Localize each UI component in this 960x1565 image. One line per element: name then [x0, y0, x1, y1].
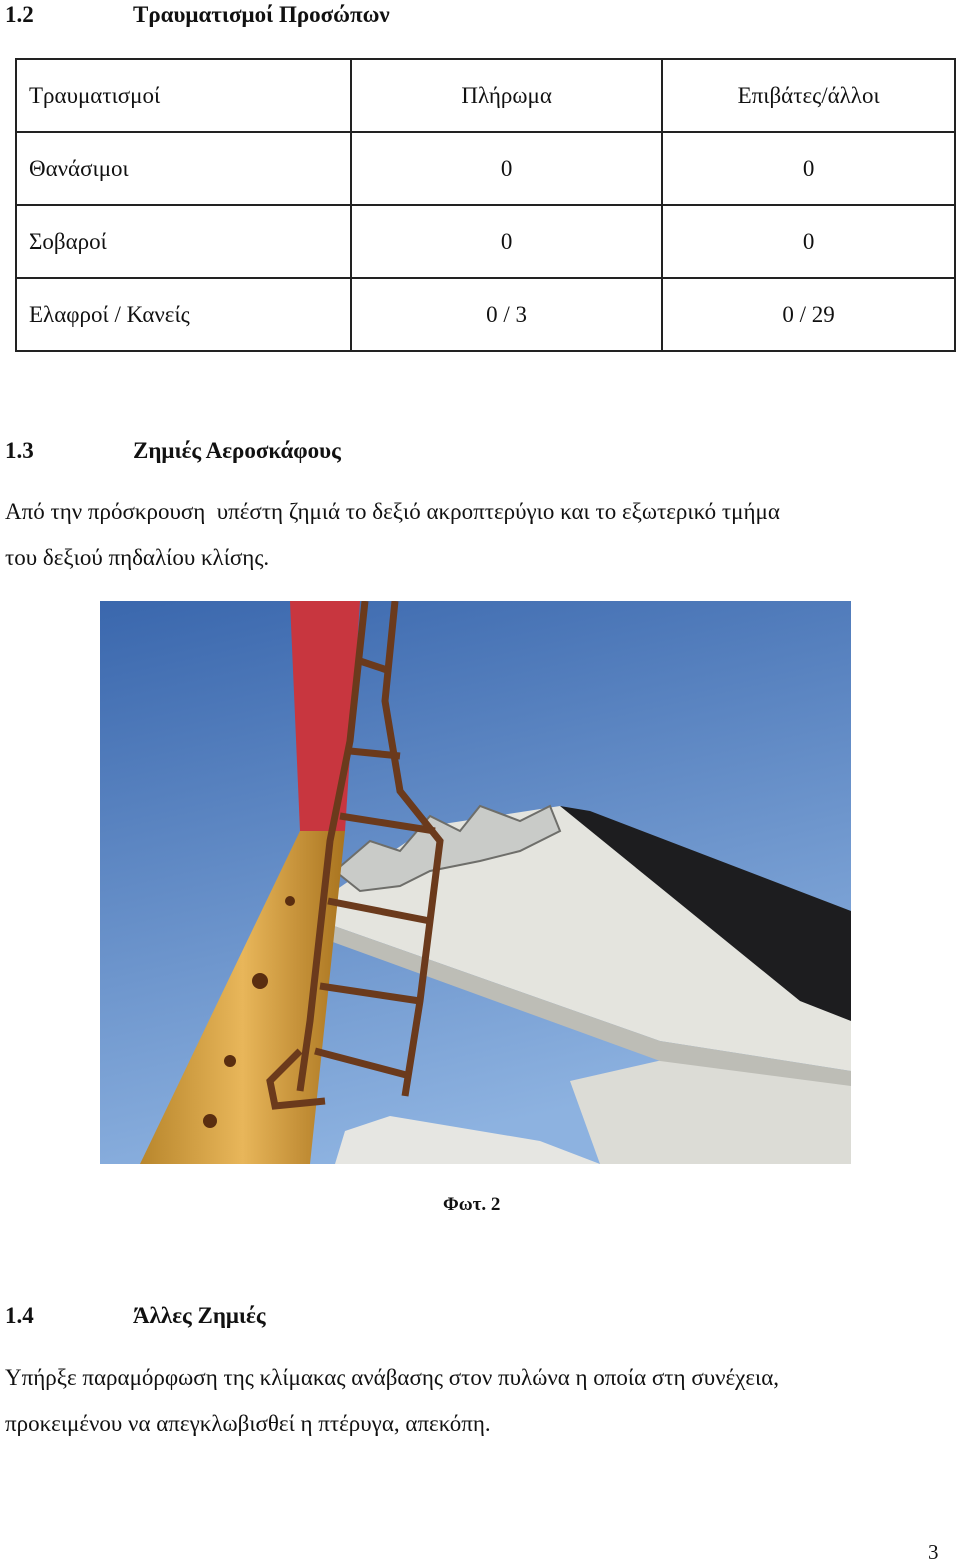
- section-title-1-3: Ζημιές Αεροσκάφους: [133, 438, 341, 463]
- page-number: 3: [928, 1540, 939, 1564]
- paragraph-line: Υπήρξε παραμόρφωση της κλίμακας ανάβασης στον πυλώνα η οποία στη συνέχεια,: [5, 1365, 780, 1390]
- table-cell: 0: [351, 205, 662, 278]
- injuries-table: [15, 58, 956, 352]
- table-cell: Ελαφροί / Κανείς: [16, 278, 351, 351]
- section-number-1-3: 1.3: [5, 438, 34, 463]
- paragraph-line: προκειμένου να απεγκλωβισθεί η πτέρυγα, απεκόπη.: [5, 1411, 491, 1436]
- damage-photo-graphic: [100, 601, 851, 1164]
- table-cell: 0 / 29: [662, 278, 955, 351]
- table-cell: Σοβαροί: [16, 205, 351, 278]
- table-row: [16, 132, 955, 205]
- paragraph-line: Από την πρόσκρουση υπέστη ζημιά το δεξιό ακροπτερύγιο και το εξωτερικό τμήμα: [5, 499, 780, 524]
- table-cell: 0: [351, 132, 662, 205]
- table-header-cell: Επιβάτες/άλλοι: [662, 59, 955, 132]
- section-title-1-4: Άλλες Ζημιές: [133, 1303, 266, 1328]
- paragraph-line: του δεξιού πηδαλίου κλίσης.: [5, 545, 270, 570]
- table-cell: 0: [662, 205, 955, 278]
- table-row: [16, 205, 955, 278]
- table-cell: 0 / 3: [351, 278, 662, 351]
- table-header-row: [16, 59, 955, 132]
- table-cell: Θανάσιμοι: [16, 132, 351, 205]
- section-number-1-2: 1.2: [5, 2, 34, 27]
- table-cell: 0: [662, 132, 955, 205]
- section-title-1-2: Τραυματισμοί Προσώπων: [133, 2, 390, 27]
- section-number-1-4: 1.4: [5, 1303, 34, 1328]
- photo-caption: Φωτ. 2: [443, 1194, 501, 1215]
- table-header-cell: Τραυματισμοί: [16, 59, 351, 132]
- table-header-cell: Πλήρωμα: [351, 59, 662, 132]
- damage-photo: [100, 601, 851, 1164]
- table-row: [16, 278, 955, 351]
